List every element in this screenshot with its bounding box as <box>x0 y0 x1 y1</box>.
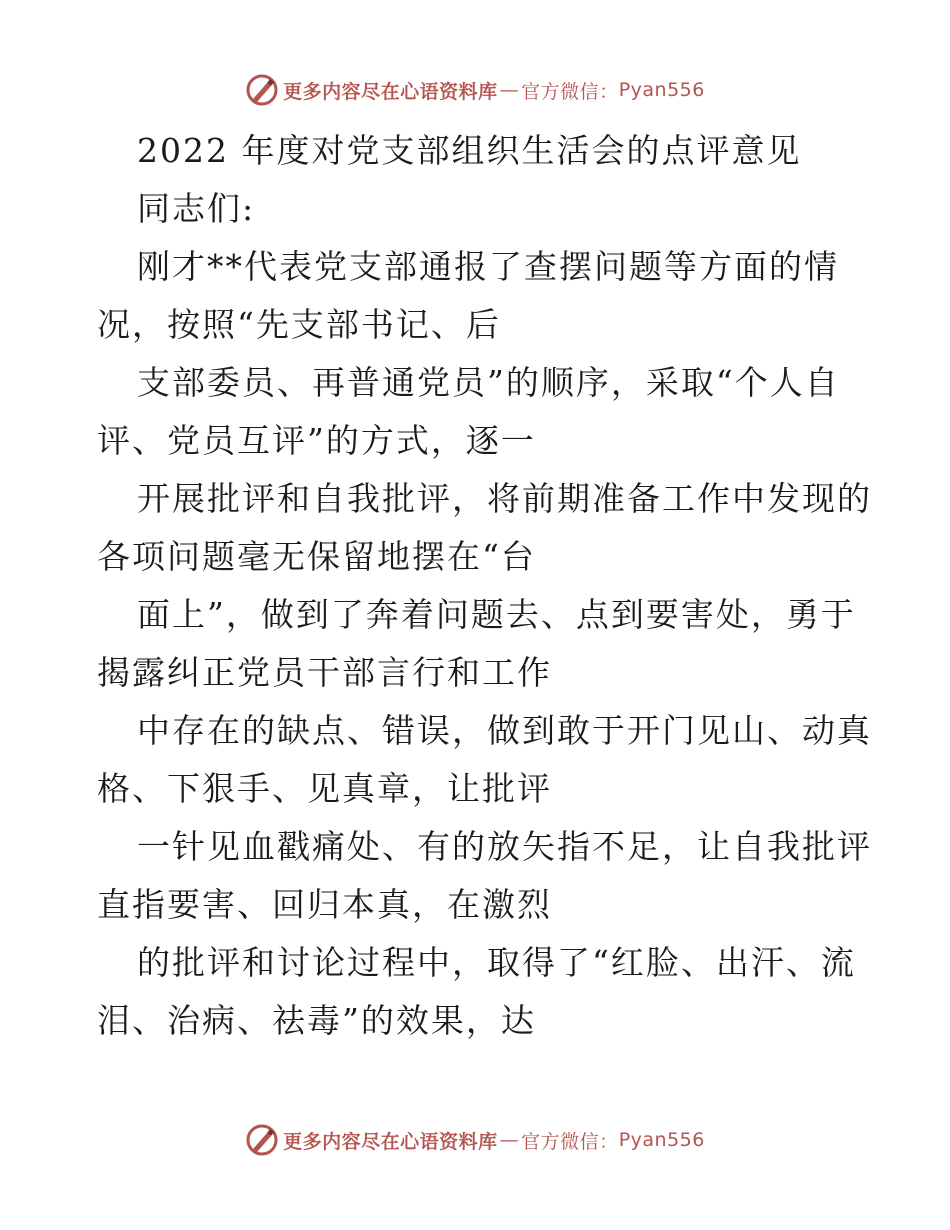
paragraph-line: 揭露纠正党员干部言行和工作 <box>97 653 552 692</box>
document-body <box>97 122 872 1050</box>
footer-watermark <box>0 1120 950 1160</box>
paragraph-line: 各项问题毫无保留地摆在“台 <box>97 537 536 576</box>
watermark-contact-id: Pyan556 <box>618 79 705 101</box>
paragraph-line: 面上”，做到了奔着问题去、点到要害处，勇于 <box>137 595 856 634</box>
document-title: 2022 年度对党支部组织生活会的点评意见 <box>137 131 802 170</box>
salutation: 同志们: <box>137 189 256 228</box>
paragraph-line: 直指要害、回归本真，在激烈 <box>97 885 552 924</box>
watermark-contact-id: Pyan556 <box>618 1129 705 1151</box>
header-watermark <box>0 70 950 110</box>
watermark-text: 更多内容尽在心语资料库 <box>283 1130 498 1153</box>
watermark-contact-label: 官方微信： <box>521 1130 619 1153</box>
paragraph-line: 刚才**代表党支部通报了查摆问题等方面的情 <box>137 247 839 286</box>
pen-logo-icon <box>245 1123 279 1157</box>
paragraph-line: 况，按照“先支部书记、后 <box>97 305 501 344</box>
paragraph-line: 评、党员互评”的方式，逐一 <box>97 421 536 460</box>
watermark-text: 更多内容尽在心语资料库 <box>283 80 498 103</box>
paragraph-line: 中存在的缺点、错误，做到敢于开门见山、动真 <box>137 711 872 750</box>
watermark-contact-label: 官方微信： <box>521 80 619 103</box>
pen-logo-icon <box>245 73 279 107</box>
paragraph-line: 格、下狠手、见真章，让批评 <box>97 769 552 808</box>
watermark-separator: — <box>499 79 520 101</box>
paragraph-line: 支部委员、再普通党员”的顺序，采取“个人自 <box>137 363 840 402</box>
paragraph-line: 的批评和讨论过程中，取得了“红脸、出汗、流 <box>137 943 856 982</box>
watermark-separator: — <box>499 1129 520 1151</box>
paragraph-line: 一针见血戳痛处、有的放矢指不足，让自我批评 <box>137 827 872 866</box>
paragraph-line: 泪、治病、祛毒”的效果，达 <box>97 1001 536 1040</box>
paragraph-line: 开展批评和自我批评，将前期准备工作中发现的 <box>137 479 872 518</box>
